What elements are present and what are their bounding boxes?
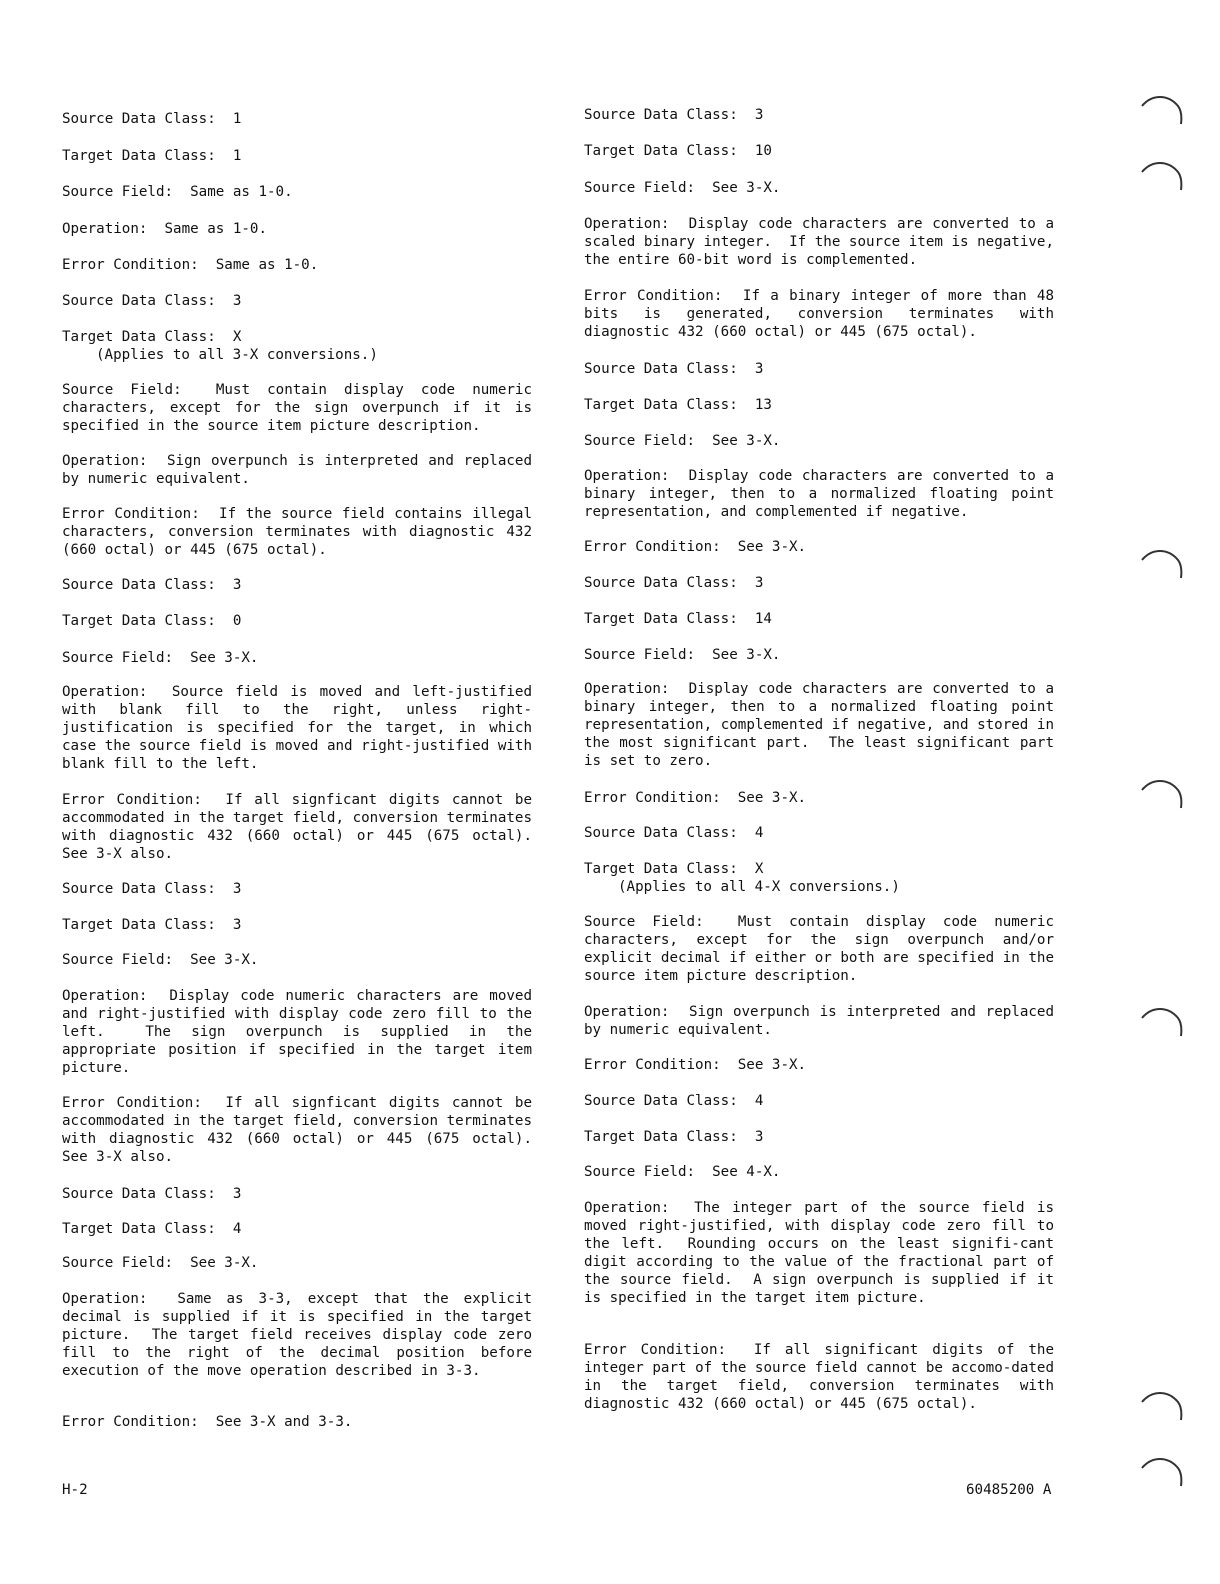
paragraph bbox=[584, 287, 1063, 341]
paragraph-text: Error Condition: If all signficant digits cannot be accommodated in the target field, conversion terminates with diagnostic 432 (660 octal) or 445 (675 octal). See 3-X also. bbox=[62, 792, 550, 862]
paragraph bbox=[584, 1056, 1054, 1074]
paragraph bbox=[62, 452, 541, 488]
paragraph-text: Operation: Display code characters are converted to a binary integer, then to a normalized floating point representation, and complemented if negative. bbox=[584, 468, 1063, 520]
paragraph-text: Source Data Class: 3 bbox=[62, 1186, 242, 1202]
paragraph-note: (Applies to all 3-X conversions.) bbox=[96, 347, 378, 363]
paragraph bbox=[584, 824, 1054, 842]
paragraph-text: Target Data Class: 3 bbox=[62, 917, 242, 933]
paragraph bbox=[584, 1199, 1063, 1307]
paragraph-text: Operation: Source field is moved and left-justified with blank fill to the right, unless right-justification is specified for the target, in which case the source field is moved and right-justified with blank fill to the left. bbox=[62, 684, 541, 772]
paragraph-text: Target Data Class: 4 bbox=[62, 1221, 242, 1237]
paragraph-text: Source Data Class: 3 bbox=[62, 293, 242, 309]
paragraph bbox=[62, 147, 532, 165]
paragraph-text: Operation: The integer part of the source field is moved right-justified, with display code zero fill to the left. Rounding occurs on the least signifi-cant digit according to the value of the fractional part of the source field. A sign overpunch is supplied if it is specified in the target item picture. bbox=[584, 1200, 1063, 1306]
paragraph bbox=[584, 467, 1063, 521]
paragraph bbox=[584, 396, 1054, 414]
paragraph bbox=[62, 649, 532, 667]
paragraph bbox=[584, 106, 1054, 124]
paragraph-text: Operation: Same as 1-0. bbox=[62, 221, 267, 237]
paragraph-text: Target Data Class: 14 bbox=[584, 611, 772, 627]
paragraph-text: Operation: Sign overpunch is interpreted and replaced by numeric equivalent. bbox=[584, 1004, 1063, 1038]
paragraph-text: Source Data Class: 3 bbox=[584, 107, 764, 123]
paragraph-text: Source Data Class: 4 bbox=[584, 1093, 764, 1109]
paragraph-text: Source Field: Must contain display code numeric characters, except for the sign overpunch if it is specified in the source item picture description. bbox=[62, 382, 541, 434]
paragraph-text: Source Field: See 3-X. bbox=[62, 650, 259, 666]
paragraph-text: Source Field: See 3-X. bbox=[584, 433, 781, 449]
binder-hole-icon bbox=[1140, 1454, 1184, 1490]
paragraph bbox=[584, 1341, 1063, 1413]
paragraph bbox=[584, 646, 1054, 664]
paragraph-text: Target Data Class: 0 bbox=[62, 613, 242, 629]
paragraph-text: Source Field: See 4-X. bbox=[584, 1164, 781, 1180]
paragraph bbox=[62, 110, 532, 128]
paragraph-text: Operation: Display code characters are converted to a scaled binary integer. If the source item is negative, the entire 60-bit word is complemented. bbox=[584, 216, 1063, 268]
paragraph-text: Source Data Class: 3 bbox=[62, 577, 242, 593]
paragraph bbox=[584, 1003, 1063, 1039]
paragraph-text: Error Condition: See 3-X and 3-3. bbox=[62, 1414, 353, 1430]
paragraph-text: Source Field: Must contain display code numeric characters, except for the sign overpunch and/or explicit decimal if either or both are specified in the source item picture description. bbox=[584, 914, 1063, 984]
paragraph-text: Target Data Class: 13 bbox=[584, 397, 772, 413]
paragraph-text: Source Data Class: 4 bbox=[584, 825, 764, 841]
paragraph bbox=[62, 576, 532, 594]
binder-hole-icon bbox=[1140, 776, 1184, 812]
paragraph-text: Target Data Class: X bbox=[584, 861, 764, 877]
binder-hole-icon bbox=[1140, 92, 1184, 128]
paragraph bbox=[584, 1092, 1054, 1110]
paragraph-text: Error Condition: If a binary integer of more than 48 bits is generated, conversion terminates with diagnostic 432 (660 octal) or 445 (675 octal). bbox=[584, 288, 1063, 340]
paragraph bbox=[584, 610, 1054, 628]
paragraph bbox=[62, 987, 541, 1077]
paragraph-text: Source Field: See 3-X. bbox=[584, 647, 781, 663]
binder-hole-icon bbox=[1140, 1388, 1184, 1424]
paragraph bbox=[62, 1290, 541, 1380]
paragraph bbox=[584, 538, 1054, 556]
paragraph-note: (Applies to all 4-X conversions.) bbox=[618, 879, 900, 895]
paragraph-text: Source Field: See 3-X. bbox=[62, 1255, 259, 1271]
paragraph-text: Source Data Class: 1 bbox=[62, 111, 242, 127]
paragraph bbox=[584, 360, 1054, 378]
paragraph bbox=[584, 142, 1054, 160]
paragraph bbox=[584, 680, 1063, 770]
paragraph bbox=[62, 683, 541, 773]
paragraph-text: Operation: Sign overpunch is interpreted and replaced by numeric equivalent. bbox=[62, 453, 541, 487]
paragraph-text: Error Condition: Same as 1-0. bbox=[62, 257, 319, 273]
binder-hole-icon bbox=[1140, 546, 1184, 582]
paragraph bbox=[62, 1413, 532, 1431]
binder-hole-icon bbox=[1140, 158, 1184, 194]
paragraph bbox=[62, 220, 532, 238]
paragraph bbox=[62, 328, 532, 364]
document-number: 60485200 A bbox=[966, 1482, 1052, 1498]
paragraph-text: Error Condition: See 3-X. bbox=[584, 1057, 807, 1073]
paragraph bbox=[584, 1163, 1054, 1181]
paragraph bbox=[62, 1185, 532, 1203]
paragraph-text: Source Field: See 3-X. bbox=[584, 180, 781, 196]
paragraph-text: Source Field: See 3-X. bbox=[62, 952, 259, 968]
paragraph bbox=[584, 913, 1063, 985]
paragraph bbox=[62, 256, 532, 274]
paragraph-text: Source Data Class: 3 bbox=[584, 361, 764, 377]
paragraph-text: Target Data Class: 1 bbox=[62, 148, 242, 164]
paragraph-text: Error Condition: See 3-X. bbox=[584, 539, 807, 555]
paragraph bbox=[584, 432, 1054, 450]
paragraph bbox=[62, 292, 532, 310]
paragraph bbox=[62, 1094, 550, 1166]
paragraph bbox=[584, 1128, 1054, 1146]
paragraph-text: Target Data Class: X bbox=[62, 329, 242, 345]
paragraph bbox=[62, 791, 550, 863]
paragraph bbox=[584, 789, 1054, 807]
paragraph-text: Error Condition: If all significant digits of the integer part of the source field cannot be accomo-dated in the target field, conversion terminates with diagnostic 432 (660 octal) or 445 (675 octal). bbox=[584, 1342, 1063, 1412]
paragraph bbox=[584, 179, 1054, 197]
paragraph bbox=[62, 183, 532, 201]
paragraph-text: Error Condition: If all signficant digits cannot be accommodated in the target field, conversion terminates with diagnostic 432 (660 octal) or 445 (675 octal). See 3-X also. bbox=[62, 1095, 550, 1165]
paragraph-text: Error Condition: See 3-X. bbox=[584, 790, 807, 806]
paragraph-text: Operation: Display code numeric characters are moved and right-justified with display code zero fill to the left. The sign overpunch is supplied in the appropriate position if specified in the target item picture. bbox=[62, 988, 541, 1076]
paragraph-text: Error Condition: If the source field contains illegal characters, conversion terminates with diagnostic 432 (660 octal) or 445 (675 octal). bbox=[62, 506, 541, 558]
paragraph-text: Target Data Class: 10 bbox=[584, 143, 772, 159]
paragraph bbox=[62, 1254, 532, 1272]
paragraph bbox=[584, 574, 1054, 592]
paragraph-text: Source Data Class: 3 bbox=[62, 881, 242, 897]
paragraph bbox=[62, 612, 532, 630]
paragraph bbox=[584, 860, 1054, 896]
paragraph-text: Operation: Display code characters are converted to a binary integer, then to a normalized floating point representation, complemented if negative, and stored in the most significant part. The least significant part is set to zero. bbox=[584, 681, 1063, 769]
paragraph bbox=[62, 916, 532, 934]
paragraph bbox=[62, 505, 541, 559]
paragraph-text: Target Data Class: 3 bbox=[584, 1129, 764, 1145]
paragraph-text: Source Data Class: 3 bbox=[584, 575, 764, 591]
paragraph bbox=[62, 381, 541, 435]
paragraph bbox=[62, 880, 532, 898]
paragraph bbox=[62, 1220, 532, 1238]
binder-hole-icon bbox=[1140, 1004, 1184, 1040]
paragraph-text: Source Field: Same as 1-0. bbox=[62, 184, 293, 200]
paragraph-text: Operation: Same as 3-3, except that the explicit decimal is supplied if it is specified in the target picture. The target field receives display code zero fill to the right of the decimal position before execution of the move operation described in 3-3. bbox=[62, 1291, 541, 1379]
page-number: H-2 bbox=[62, 1482, 88, 1498]
paragraph bbox=[584, 215, 1063, 269]
paragraph bbox=[62, 951, 532, 969]
